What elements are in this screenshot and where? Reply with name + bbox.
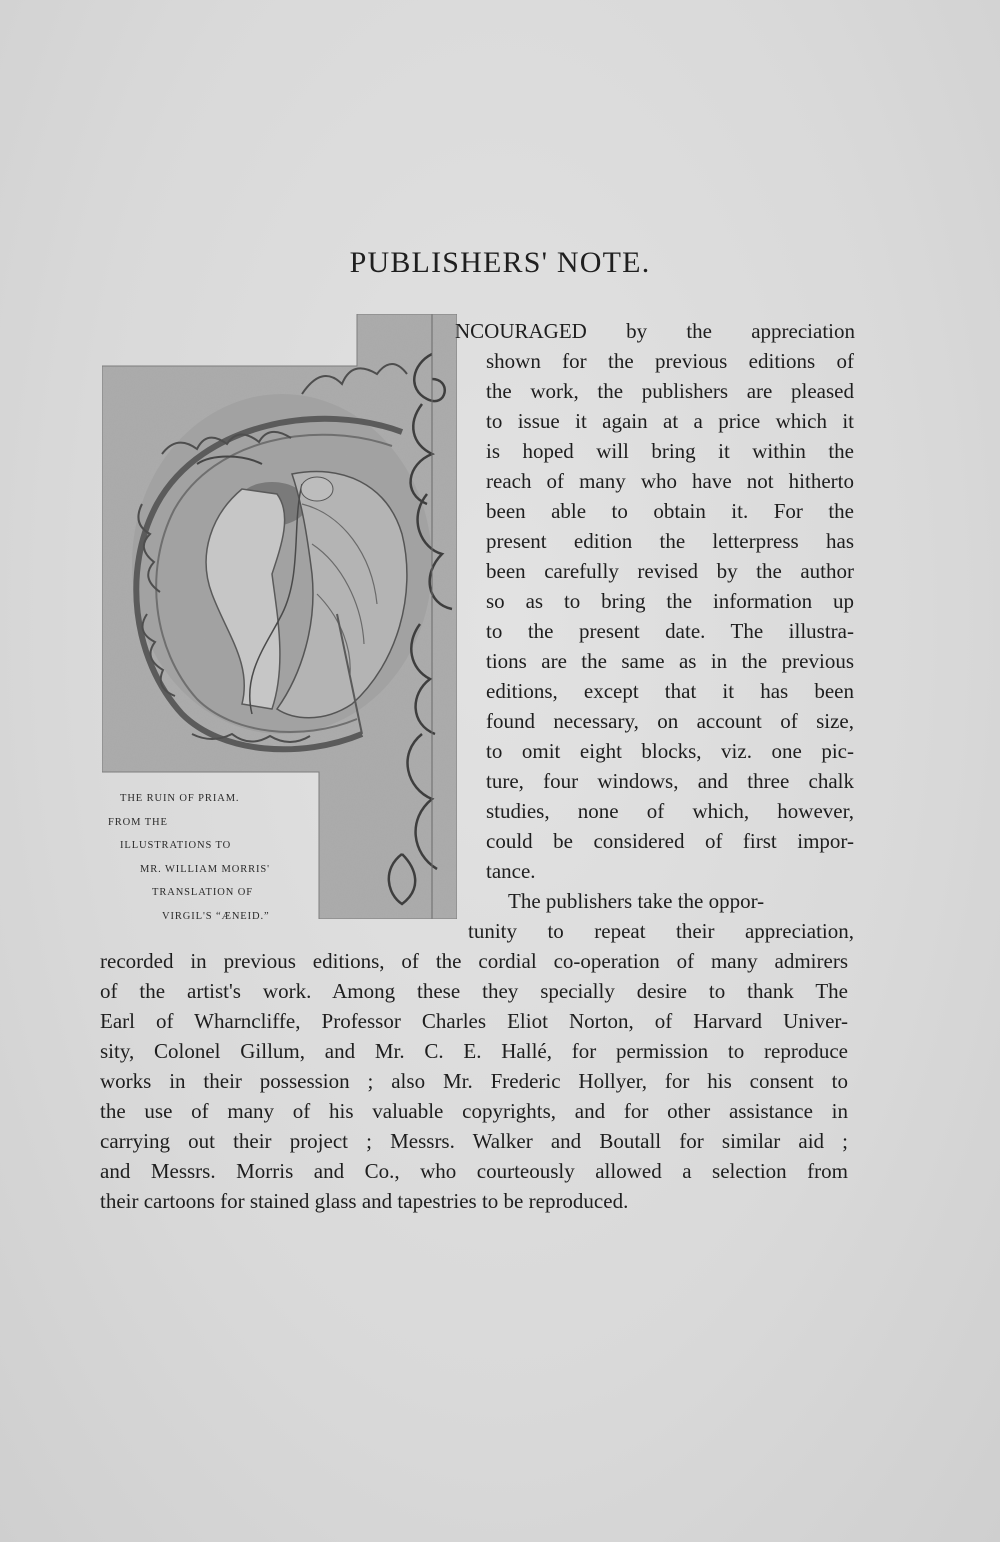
paragraph-line: tions are the same as in the previous — [486, 649, 854, 673]
paragraph-line: the use of many of his valuable copyrights, and for other assistance in — [100, 1099, 848, 1123]
paragraph-line: tance. — [486, 859, 536, 883]
paragraph-line: of the artist's work. Among these they specially desire to thank The — [100, 979, 848, 1003]
paragraph-line: their cartoons for stained glass and tapestries to be reproduced. — [100, 1189, 629, 1213]
caption-line: TRANSLATION OF — [152, 887, 253, 898]
paragraph-line: shown for the previous editions of — [486, 349, 854, 373]
caption-line: MR. WILLIAM MORRIS' — [140, 863, 270, 875]
paragraph-line: found necessary, on account of size, — [486, 709, 854, 733]
caption-line: ILLUSTRATIONS TO — [120, 840, 232, 851]
paragraph-line: studies, none of which, however, — [486, 799, 854, 823]
paragraph-2-narrow — [468, 916, 854, 946]
paragraph-line: present edition the letterpress has — [486, 529, 854, 553]
paragraph-line: could be considered of first impor- — [486, 829, 854, 853]
paragraph-line: editions, except that it has been — [486, 679, 854, 703]
paragraph-line: Earl of Wharncliffe, Professor Charles Eliot Norton, of Harvard Univer- — [100, 1009, 848, 1033]
paragraph-line: ture, four windows, and three chalk — [486, 769, 854, 793]
paragraph-line: carrying out their project ; Messrs. Walker and Boutall for similar aid ; — [100, 1129, 848, 1153]
paragraph-line: is hoped will bring it within the — [486, 439, 854, 463]
paragraph-2 — [100, 946, 848, 1216]
paragraph-line: so as to bring the information up — [486, 589, 854, 613]
figure-caption — [104, 787, 312, 928]
paragraph-1-opening — [455, 316, 855, 346]
caption-line: VIRGIL'S “ÆNEID.” — [162, 910, 270, 922]
paragraph-line: tunity to repeat their appreciation, — [468, 919, 854, 943]
paragraph-line: NCOURAGED by the appreciation — [455, 319, 855, 343]
paragraph-line: to issue it again at a price which it — [486, 409, 854, 433]
paragraph-line: been carefully revised by the author — [486, 559, 854, 583]
paragraph-line: reach of many who have not hitherto — [486, 469, 854, 493]
paragraph-line: to the present date. The illustra- — [486, 619, 854, 643]
paragraph-line: works in their possession ; also Mr. Frederic Hollyer, for his consent to — [100, 1069, 848, 1093]
paragraph-1 — [486, 346, 854, 916]
caption-line: FROM THE — [108, 816, 168, 828]
paragraph-line: The publishers take the oppor- — [508, 889, 765, 913]
paragraph-line: to omit eight blocks, viz. one pic- — [486, 739, 854, 763]
caption-line: THE RUIN OF PRIAM. — [120, 793, 240, 804]
paragraph-line: and Messrs. Morris and Co., who courteously allowed a selection from — [100, 1159, 848, 1183]
page-title: PUBLISHERS' NOTE. — [349, 246, 651, 279]
paragraph-line: been able to obtain it. For the — [486, 499, 854, 523]
paragraph-line: recorded in previous editions, of the cordial co-operation of many admirers — [100, 949, 848, 973]
paragraph-line: sity, Colonel Gillum, and Mr. C. E. Hallé, for permission to reproduce — [100, 1039, 848, 1063]
paragraph-line: the work, the publishers are pleased — [486, 379, 854, 403]
